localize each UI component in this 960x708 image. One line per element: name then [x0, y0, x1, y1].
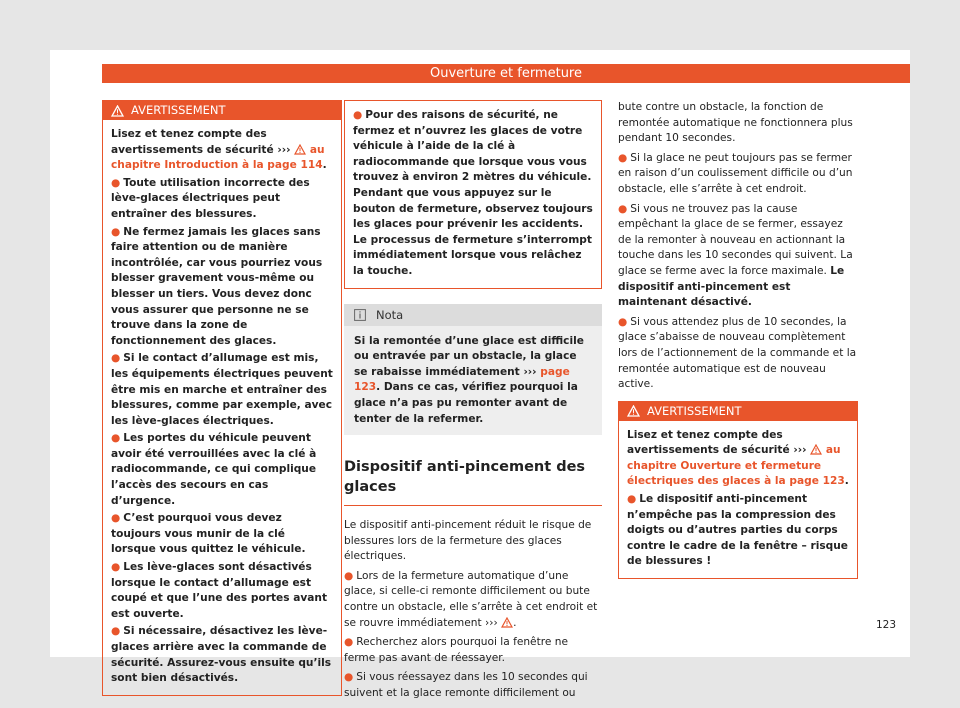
warning-bullet [353, 108, 593, 280]
warning-intro-text: Lisez et tenez compte des avertissements de sécurité [627, 428, 790, 457]
warning-triangle-icon [111, 105, 124, 117]
paragraph: bute contre un obstacle, la fonction de remontée automatique ne fonctionnera plus pendant 10 secondes. [618, 101, 853, 145]
bullet-text: Si vous ne trouvez pas la cause empêchant la glace de se fermer, essayez de la remonter à nouveau en actionnant la touche dans les 10 secondes qui suivent. La glace se ferme avec la force maximale. [618, 202, 853, 277]
column-3 [618, 100, 858, 579]
note-text: Si la remontée d’une glace est difficile ou entravée par un obstacle, la glace se rabaisse immédiatement [354, 334, 584, 378]
warning-title-bar [619, 402, 857, 421]
bullet-text: Le dispositif anti-pincement n’empêche pas la compression des doigts ou d’autres parties du corps contre le cadre de la fenêtre – risque de blessures ! [627, 493, 848, 568]
bullet-text: Recherchez alors pourquoi la fenêtre ne ferme pas avant de réessayer. [344, 636, 568, 664]
column-2 [344, 100, 602, 706]
bullet-icon: ● [111, 561, 121, 574]
bullet-text: Si le contact d’allumage est mis, les équipements électriques peuvent être mis en marche et entraîner des blessures, comme par exemple, avec les lève-glaces électriques. [111, 352, 333, 427]
bullet-icon: ● [618, 202, 628, 215]
bullet-icon: ● [344, 671, 354, 684]
warning-bullet [111, 431, 333, 509]
note-title: Nota [376, 307, 404, 322]
bullet-text: C’est pourquoi vous devez toujours vous munir de la clé lorsque vous quittez le véhicule. [111, 512, 306, 556]
page-header: Ouverture et fermeture [102, 64, 910, 83]
warning-body [345, 101, 601, 288]
warning-title: AVERTISSEMENT [647, 403, 742, 418]
warning-box-continued [344, 100, 602, 289]
warning-triangle-icon [810, 444, 822, 455]
warning-bullet [111, 176, 333, 223]
warning-box-1 [102, 100, 342, 696]
section-body [344, 518, 602, 702]
warning-bullet [111, 511, 333, 558]
ref-arrow: ››› [793, 444, 807, 457]
bullet-text: Lors de la fermeture automatique d’une glace, si celle-ci remonte difficilement ou bute contre un obstacle, elle s’arrête à cet endroit et se rouvre immédiatement [344, 569, 598, 629]
bullet-icon: ● [344, 636, 354, 649]
ref-arrow: ››› [523, 365, 537, 378]
warning-intro-text: Lisez et tenez compte des avertissements de sécurité [111, 128, 274, 156]
bullet-icon: ● [618, 151, 628, 164]
bullet-text: Si vous attendez plus de 10 secondes, la glace s’abaisse de nouveau complètement lors de l’actionnement de la commande et la remontée automatique est de nouveau active. [618, 315, 857, 391]
warning-bullet [111, 351, 333, 429]
warning-bullet [627, 492, 849, 570]
note-body [344, 326, 602, 436]
note-text-end: . Dans ce cas, vérifiez pourquoi la glace n’a pas pu remonter avant de tenter de la refermer. [354, 381, 578, 425]
bullet-icon: ● [344, 569, 354, 582]
chapter-link[interactable]: au chapitre Introduction à la page 114 [111, 143, 325, 172]
note-box [344, 304, 602, 436]
bullet-text: Pour des raisons de sécurité, ne fermez et n’ouvrez les glaces de votre véhicule à l’aide de la clé à radiocommande que lorsque vous vous trouvez à environ 2 mètres du véhicule. Pendant que vous appuyez sur le bouton de fermeture, observez toujours les glaces pour prévenir les accidents. Le processus de fermeture s’interrompt immédiatement lorsque vous relâchez la touche. [353, 109, 593, 277]
body-bullet [618, 315, 858, 393]
warning-bullet [111, 560, 333, 622]
chapter-link[interactable]: au chapitre Ouverture et fermeture électriques des glaces à la page 123 [627, 444, 845, 488]
warning-bullet [111, 624, 333, 686]
note-title-bar [344, 304, 602, 326]
page-link[interactable]: page 123 [354, 365, 570, 394]
ref-arrow: ››› [277, 143, 291, 156]
bullet-icon: ● [627, 493, 637, 506]
body-bullet [344, 635, 602, 666]
bullet-icon: ● [111, 512, 121, 525]
bullet-icon: ● [111, 225, 121, 238]
bullet-icon: ● [111, 625, 121, 638]
body-bullet [344, 670, 602, 701]
bullet-text: Toute utilisation incorrecte des lève-glaces électriques peut entraîner des blessures. [111, 176, 310, 220]
body-bullet [618, 151, 858, 198]
warning-triangle-icon [627, 405, 640, 417]
bullet-end: . [513, 616, 517, 629]
warning-body [619, 421, 857, 578]
warning-intro [111, 127, 333, 174]
bullet-text: Les portes du véhicule peuvent avoir été verrouillées avec la clé à radiocommande, ce qui complique l’accès des secours en cas d’urgence. [111, 432, 317, 507]
warning-triangle-icon [294, 144, 306, 155]
column-1 [102, 100, 342, 696]
body-bullet [344, 569, 602, 631]
bullet-text: Si la glace ne peut toujours pas se fermer en raison d’un coulissement difficile ou d’un obstacle, elle s’arrête à cet endroit. [618, 151, 853, 195]
bullet-text: Si nécessaire, désactivez les lève-glaces arrière avec la commande de sécurité. Assurez-vous ensuite qu’ils sont bien désactivés. [111, 625, 332, 685]
warning-title-bar [103, 101, 341, 120]
manual-page [50, 50, 910, 700]
info-icon [354, 309, 366, 321]
bullet-icon: ● [111, 352, 121, 365]
warning-box-2 [618, 401, 858, 579]
bullet-icon: ● [618, 315, 628, 328]
intro-end: . [844, 475, 849, 488]
intro-end: . [322, 159, 327, 172]
ref-arrow: ››› [485, 616, 498, 629]
paragraph: Le dispositif anti-pincement réduit le risque de blessures lors de la fermeture des glaces électriques. [344, 519, 592, 563]
warning-bullet [111, 225, 333, 350]
page-number: 123 [875, 619, 896, 631]
bullet-text: Ne fermez jamais les glaces sans faire attention ou de manière incontrôlée, car vous pourriez vous blesser gravement vous-même ou blesser un tiers. Vous devez donc vous assurer que personne ne se trouve dans la zone de fonctionnement des glaces. [111, 225, 323, 347]
warning-title: AVERTISSEMENT [131, 103, 226, 117]
bullet-bold-text: Le dispositif anti-pincement est maintenant désactivé. [618, 264, 845, 309]
bullet-icon: ● [111, 176, 121, 189]
body-bullet [618, 202, 858, 311]
warning-triangle-icon [501, 617, 513, 628]
bullet-text: Les lève-glaces sont désactivés lorsque le contact d’allumage est coupé et que l’une des portes avant est ouverte. [111, 561, 328, 620]
section-body-continued [618, 100, 858, 393]
warning-body [103, 120, 341, 695]
bullet-icon: ● [353, 109, 363, 121]
warning-intro [627, 428, 849, 490]
bullet-text: Si vous réessayez dans les 10 secondes qui suivent et la glace remonte difficilement ou [344, 671, 588, 700]
bullet-icon: ● [111, 432, 121, 445]
section-title: Dispositif anti-pincement des glaces [344, 457, 602, 506]
